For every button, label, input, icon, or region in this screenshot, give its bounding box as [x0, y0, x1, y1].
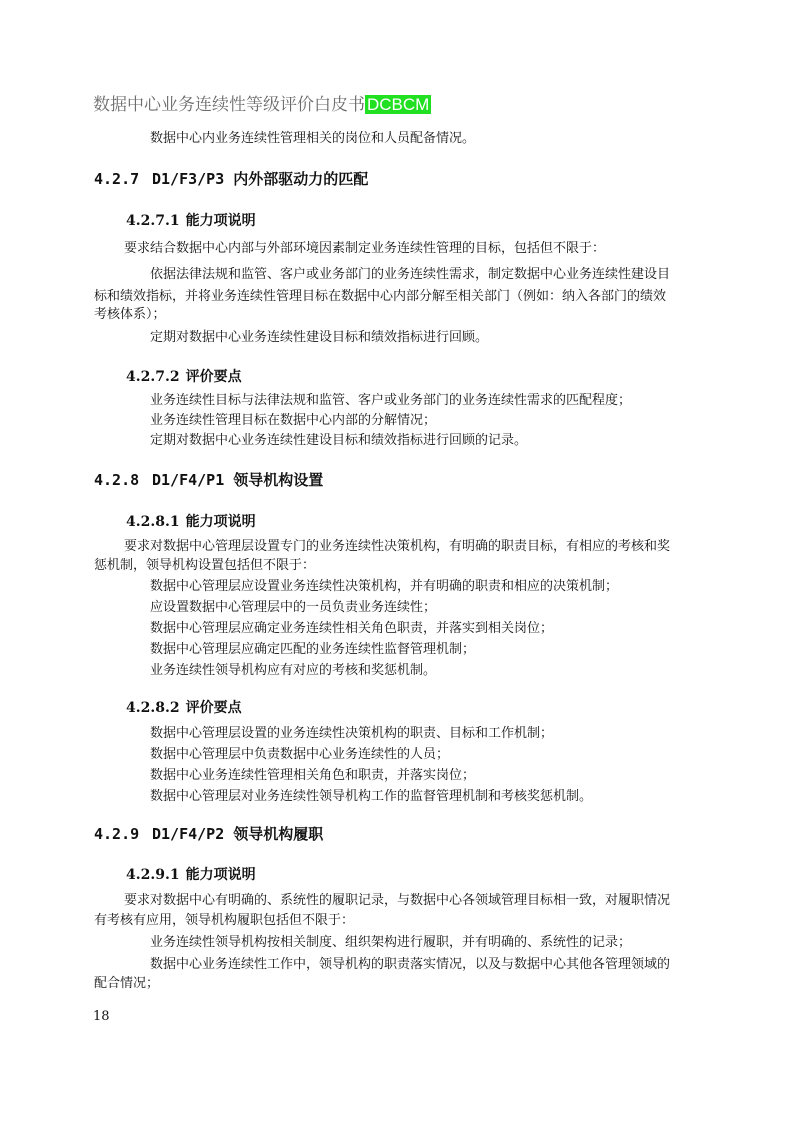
- section-number: 4.2.8: [94, 471, 140, 489]
- paragraph-line: 数据中心管理层中负责数据中心业务连续性的人员；: [150, 747, 450, 762]
- paragraph-line: 定期对数据中心业务连续性建设目标和绩效指标进行回顾。: [150, 330, 489, 345]
- subsection-number: 4.2.7.1: [126, 213, 180, 229]
- paragraph-line: 考核体系）；: [94, 307, 166, 322]
- subsection-heading-4-2-8-1: [126, 511, 256, 531]
- subsection-title: 能力项说明: [185, 514, 256, 530]
- paragraph-line: 数据中心内业务连续性管理相关的岗位和人员配备情况。: [150, 131, 476, 146]
- paragraph-line: 业务连续性目标与法律法规和监管、客户或业务部门的业务连续性需求的匹配程度；: [150, 393, 632, 408]
- paragraph-line: 业务连续性领导机构应有对应的考核和奖惩机制。: [150, 663, 437, 678]
- subsection-heading-4-2-7-1: [126, 210, 256, 230]
- section-title: D1/F4/P2 领导机构履职: [152, 825, 324, 843]
- subsection-heading-4-2-7-2: [126, 366, 242, 386]
- section-heading-4-2-7: [94, 168, 368, 189]
- paragraph-line: 数据中心管理层应设置业务连续性决策机构，并有明确的职责和相应的决策机制；: [150, 579, 619, 594]
- paragraph-line: 数据中心管理层应确定业务连续性相关角色职责，并落实到相关岗位；: [150, 621, 554, 636]
- paragraph-line: 业务连续性管理目标在数据中心内部的分解情况；: [150, 413, 437, 428]
- paragraph-line: 数据中心管理层应确定匹配的业务连续性监督管理机制；: [150, 642, 476, 657]
- header-title: 数据中心业务连续性等级评价白皮书: [93, 95, 365, 115]
- paragraph-line: 数据中心管理层设置的业务连续性决策机构的职责、目标和工作机制；: [150, 726, 554, 741]
- paragraph-line: 有考核有应用，领导机构履职包括但不限于：: [94, 913, 355, 928]
- paragraph-line: 数据中心管理层对业务连续性领导机构工作的监督管理机制和考核奖惩机制。: [150, 789, 593, 804]
- subsection-number: 4.2.7.2: [126, 369, 180, 385]
- subsection-number: 4.2.9.1: [126, 867, 180, 883]
- header-tag: DCBCM: [367, 95, 430, 114]
- paragraph-line: 应设置数据中心管理层中的一员负责业务连续性；: [150, 600, 437, 615]
- paragraph-line: 配合情况；: [94, 976, 160, 991]
- paragraph-line: 依据法律法规和监管、客户或业务部门的业务连续性需求，制定数据中心业务连续性建设目: [150, 267, 671, 282]
- subsection-title: 能力项说明: [185, 867, 256, 883]
- section-number: 4.2.9: [94, 825, 140, 843]
- subsection-title: 能力项说明: [185, 213, 256, 229]
- paragraph-line: 要求结合数据中心内部与外部环境因素制定业务连续性管理的目标，包括但不限于：: [124, 241, 606, 256]
- subsection-title: 评价要点: [185, 369, 242, 385]
- page-number: 18: [93, 1009, 110, 1024]
- paragraph-line: 业务连续性领导机构按相关制度、组织架构进行履职，并有明确的、系统性的记录；: [150, 935, 632, 950]
- paragraph-line: 惩机制，领导机构设置包括但不限于：: [94, 558, 316, 573]
- subsection-number: 4.2.8.2: [126, 700, 180, 716]
- section-heading-4-2-8: [94, 469, 323, 490]
- section-title: D1/F4/P1 领导机构设置: [152, 471, 324, 489]
- subsection-heading-4-2-9-1: [126, 864, 256, 884]
- section-number: 4.2.7: [94, 170, 140, 188]
- paragraph-line: 标和绩效指标，并将业务连续性管理目标在数据中心内部分解至相关部门（例如：纳入各部门的绩效: [94, 289, 667, 304]
- subsection-number: 4.2.8.1: [126, 514, 180, 530]
- subsection-heading-4-2-8-2: [126, 697, 242, 717]
- paragraph-line: 要求对数据中心有明确的、系统性的履职记录，与数据中心各领域管理目标相一致，对履职情况: [124, 893, 671, 908]
- paragraph-line: 数据中心业务连续性工作中，领导机构的职责落实情况，以及与数据中心其他各管理领域的: [150, 957, 671, 972]
- subsection-title: 评价要点: [185, 700, 242, 716]
- document-header: [93, 94, 431, 116]
- paragraph-line: 要求对数据中心管理层设置专门的业务连续性决策机构，有明确的职责目标，有相应的考核和奖: [124, 539, 671, 554]
- paragraph-line: 定期对数据中心业务连续性建设目标和绩效指标进行回顾的记录。: [150, 433, 528, 448]
- section-heading-4-2-9: [94, 823, 323, 844]
- paragraph-line: 数据中心业务连续性管理相关角色和职责，并落实岗位；: [150, 768, 476, 783]
- section-title: D1/F3/P3 内外部驱动力的匹配: [152, 170, 369, 188]
